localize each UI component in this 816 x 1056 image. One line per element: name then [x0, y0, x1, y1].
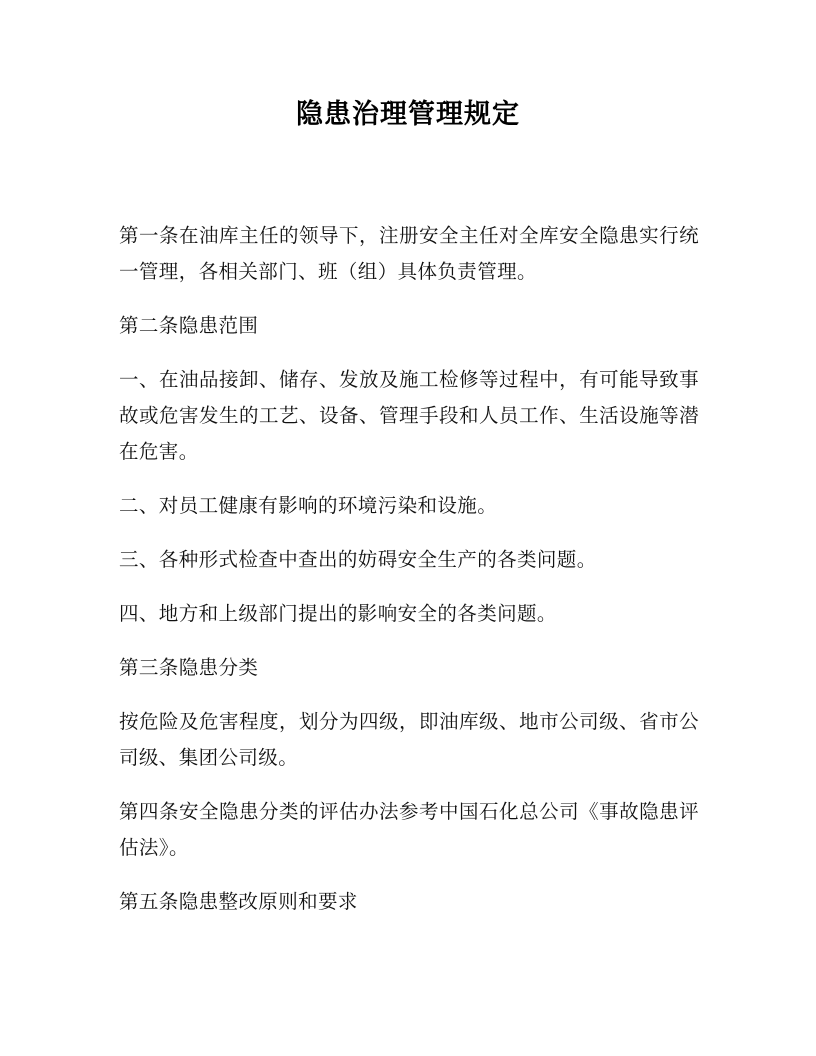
scope-item-4: 四、地方和上级部门提出的影响安全的各类问题。 — [119, 602, 557, 625]
article-1-paragraph: 第一条在油库主任的领导下，注册安全主任对全库安全隐患实行统一管理，各相关部门、班（组）具体负责管理。 — [119, 224, 699, 283]
scope-item-3: 三、各种形式检查中查出的妨碍安全生产的各类问题。 — [119, 548, 597, 571]
scope-item-1: 一、在油品接卸、储存、发放及施工检修等过程中，有可能导致事故或危害发生的工艺、设备、管理手段和人员工作、生活设施等潜在危害。 — [119, 368, 699, 463]
classification-paragraph: 按危险及危害程度，划分为四级，即油库级、地市公司级、省市公司级、集团公司级。 — [119, 710, 699, 769]
document-title: 隐患治理管理规定 — [296, 99, 520, 130]
document-body — [119, 218, 699, 938]
article-3-heading: 第三条隐患分类 — [119, 656, 259, 679]
article-5-heading: 第五条隐患整改原则和要求 — [119, 890, 358, 913]
article-4-paragraph: 第四条安全隐患分类的评估办法参考中国石化总公司《事故隐患评估法》。 — [119, 800, 699, 859]
scope-item-2: 二、对员工健康有影响的环境污染和设施。 — [119, 494, 498, 517]
article-2-heading: 第二条隐患范围 — [119, 314, 259, 337]
